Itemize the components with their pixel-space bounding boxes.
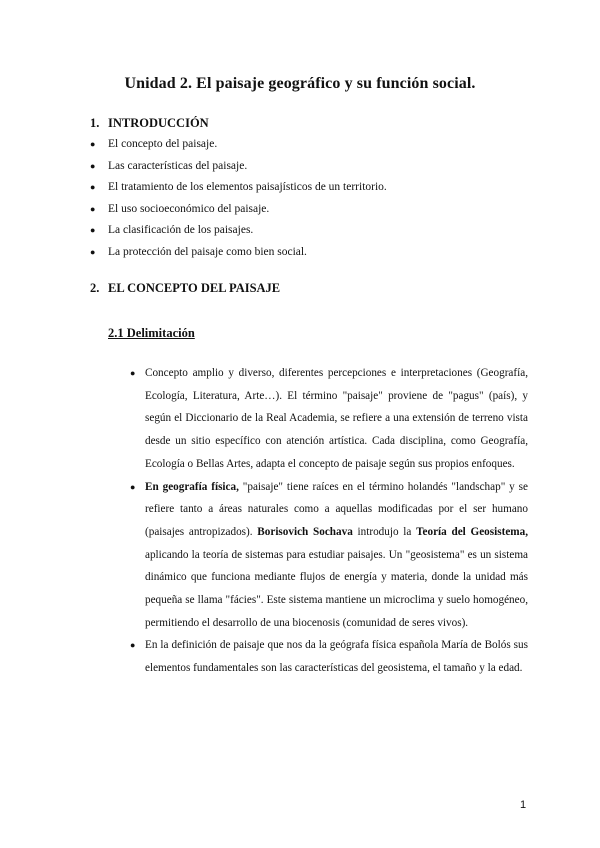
list-item [130, 634, 528, 679]
delimitacion-list [130, 362, 528, 680]
bullet-icon: ● [90, 246, 96, 257]
list-item [130, 362, 528, 476]
section-heading-text: INTRODUCCIÓN [108, 116, 209, 130]
paragraph-text: En la definición de paisaje que nos da la geógrafa física española María de Bolós sus elementos fundamentales son las características del geosistema, el tamaño y la edad. [145, 639, 528, 675]
list-item-text: La clasificación de los paisajes. [108, 224, 254, 236]
bullet-icon: ● [130, 640, 136, 651]
section-heading-text: EL CONCEPTO DEL PAISAJE [108, 281, 281, 295]
list-item [130, 476, 528, 635]
bold-lead: En geografía física, [145, 480, 239, 493]
section-number: 1. [90, 116, 100, 130]
document-title: Unidad 2. El paisaje geográfico y su función social. [124, 75, 476, 92]
list-item-text: La protección del paisaje como bien social. [108, 245, 307, 258]
introduction-list [90, 134, 387, 263]
list-item-text: Las características del paisaje. [108, 159, 248, 172]
bold-theory-name: Teoría del Geosistema, [416, 525, 528, 538]
list-item [90, 242, 387, 264]
list-item [90, 156, 387, 178]
list-item [90, 220, 387, 242]
paragraph-text: aplicando la teoría de sistemas para estudiar paisajes. Un "geosistema" es un sistema dinámico que funciona mediante flujos de energía y materia, donde la unidad más pequeña se llama "fácies". Este sistema mantiene un microclima y suelo homogéneo, permitiendo el desarrollo de una biocenosis (comunidad de seres vivos). [145, 548, 528, 629]
list-item [90, 199, 387, 221]
subsection-heading-delimitacion: 2.1 Delimitación [108, 326, 195, 340]
paragraph-text: Concepto amplio y diverso, diferentes percepciones e interpretaciones (Geografía, Ecología, Literatura, Arte…). El término "paisaje" proviene de "pagus" (país), y según el Diccionario de la Real Academia, se refiere a una extensión de terreno vista desde un sitio específico con atención artística. Cada disciplina, como Geografía, Ecología o Bellas Artes, adapta el concepto de paisaje según sus propios enfoques. [145, 367, 528, 470]
paragraph-text: "paisaje" tiene raíces en el término holandés "landschap" y se refiere tanto a áreas naturales como a aquellas modificadas por el ser humano (paisajes antropizados). [145, 480, 528, 538]
bullet-icon: ● [90, 182, 96, 192]
bullet-icon: ● [90, 203, 96, 214]
list-item-text: El uso socioeconómico del paisaje. [108, 202, 270, 215]
bullet-icon: ● [90, 160, 96, 171]
bullet-icon: ● [90, 139, 96, 149]
list-item [90, 177, 387, 199]
bold-author-name: Borisovich Sochava [257, 525, 353, 538]
list-item-text: El concepto del paisaje. [108, 138, 218, 150]
bullet-icon: ● [130, 481, 136, 492]
page-number: 1 [520, 799, 527, 811]
bullet-icon: ● [130, 368, 136, 378]
section-heading-introduccion [90, 116, 209, 131]
paragraph-text: introdujo la [352, 525, 417, 538]
list-item [90, 134, 387, 156]
bullet-icon: ● [90, 225, 96, 235]
section-heading-concepto [90, 281, 280, 296]
section-number: 2. [90, 281, 100, 295]
list-item-text: El tratamiento de los elementos paisajísticos de un territorio. [108, 181, 387, 193]
